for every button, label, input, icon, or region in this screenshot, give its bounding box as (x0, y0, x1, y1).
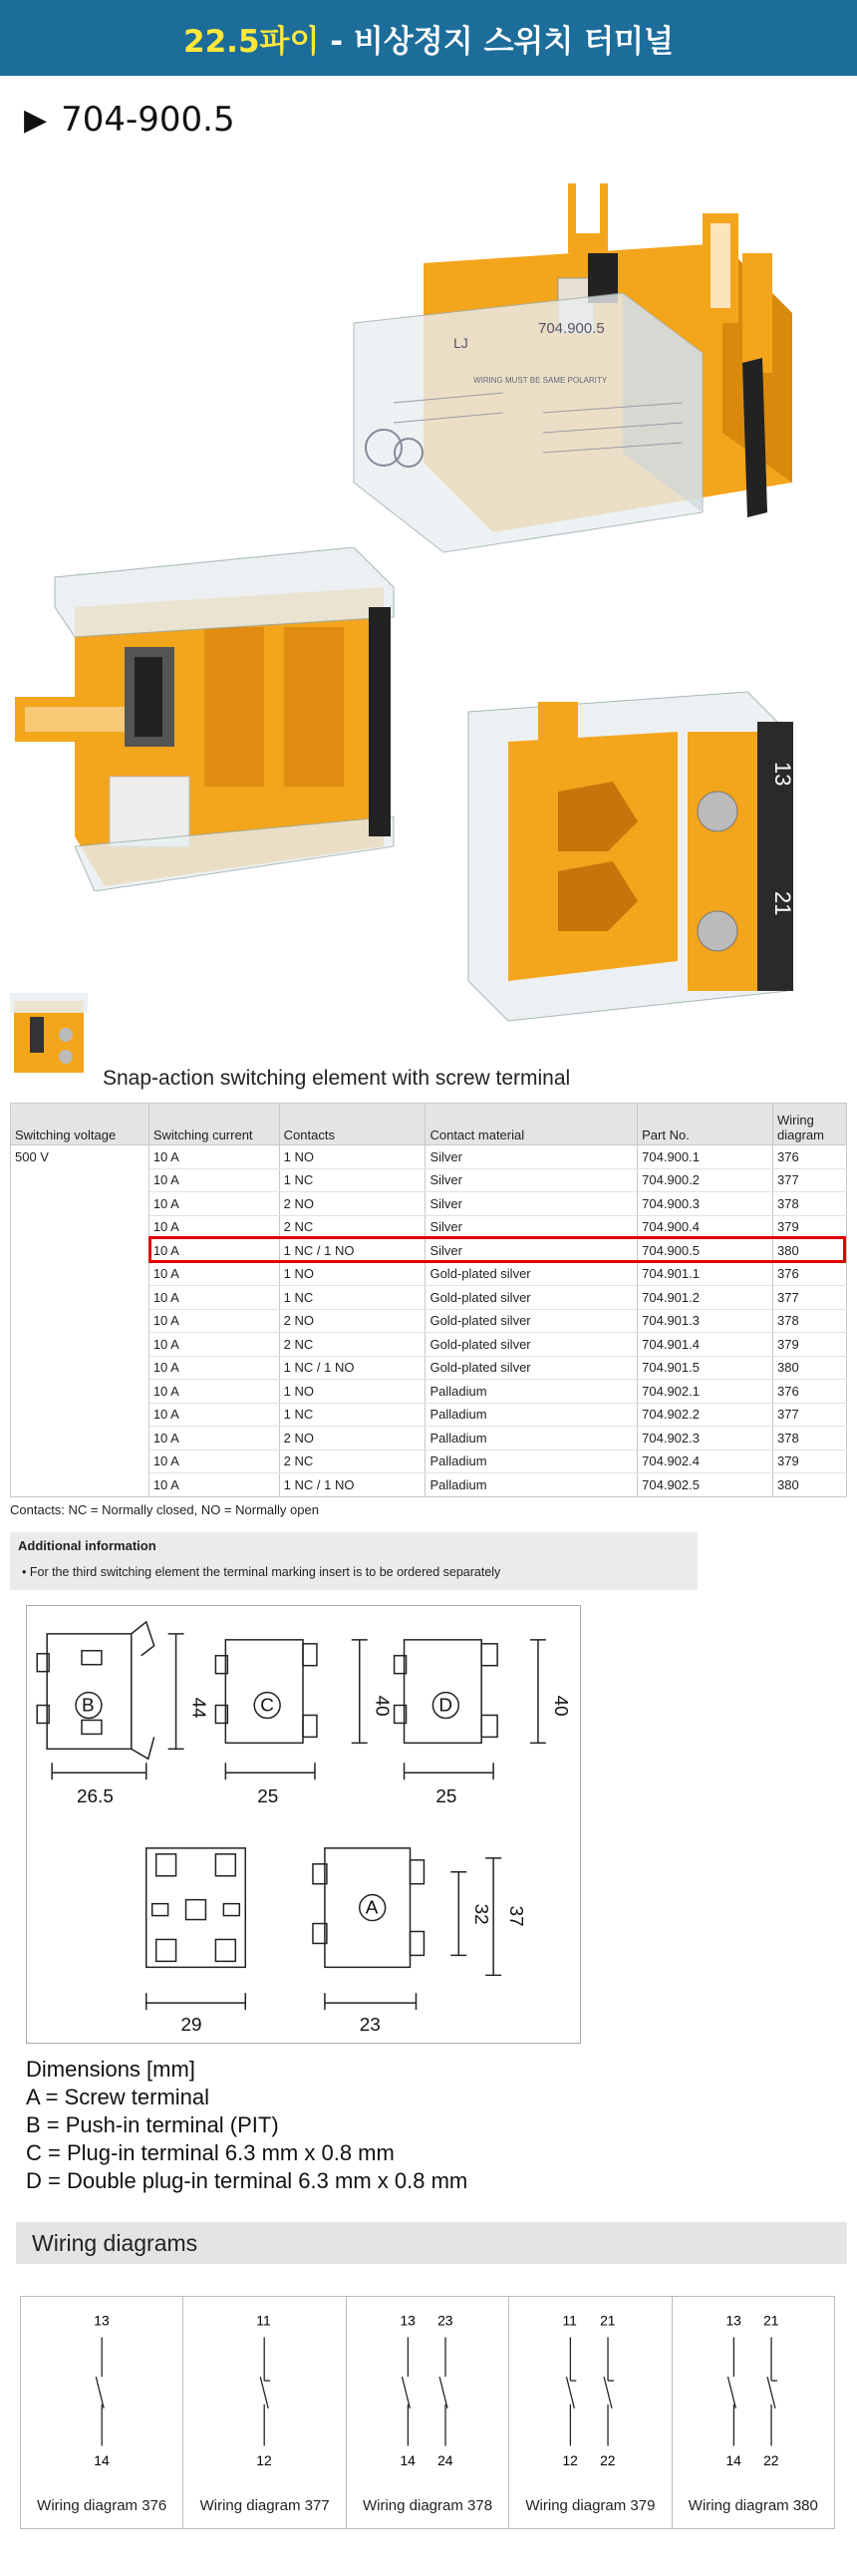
wiring-378-bottom-2: 24 (436, 2452, 453, 2469)
cell-material: Palladium (426, 1449, 638, 1473)
dimensions-legend (26, 2056, 467, 2195)
cell-part: 704.901.2 (638, 1286, 773, 1310)
cell-wiring: 380 (772, 1473, 846, 1497)
product-label-21: 21 (770, 891, 795, 916)
cell-contacts: 1 NO (279, 1380, 426, 1404)
cell-material: Silver (426, 1168, 638, 1192)
cell-wiring: 376 (772, 1380, 846, 1404)
cell-current: 10 A (148, 1239, 279, 1263)
dim-c-width: 25 (257, 1786, 279, 1808)
cell-material: Palladium (426, 1427, 638, 1450)
cell-contacts: 1 NO (279, 1262, 426, 1286)
cell-contacts: 1 NO (279, 1145, 426, 1169)
cell-material: Gold-plated silver (426, 1309, 638, 1333)
wiring-377-top: 11 (256, 2312, 272, 2329)
additional-info-title: Additional information (18, 1538, 156, 1553)
table-header-row (11, 1104, 847, 1145)
wiring-377-caption: Wiring diagram 377 (199, 2497, 330, 2514)
section-title: Snap-action switching element with screw terminal (103, 1067, 571, 1090)
wiring-diagram-376 (21, 2297, 183, 2528)
cell-wiring: 379 (772, 1449, 846, 1473)
wiring-378-bottom-1: 14 (400, 2452, 416, 2469)
cell-contacts: 1 NC / 1 NO (279, 1473, 426, 1497)
wiring-diagram-380 (673, 2297, 834, 2528)
cell-wiring: 377 (772, 1168, 846, 1192)
triangle-icon: ▶ (24, 102, 48, 138)
cell-part: 704.900.1 (638, 1145, 773, 1169)
product-photo-right (448, 662, 827, 1031)
cell-material: Palladium (426, 1380, 638, 1404)
dimension-drawing (26, 1605, 581, 2044)
dimensions-d: D = Double plug-in terminal 6.3 mm x 0.8 mm (26, 2168, 468, 2193)
wiring-380-top-1: 13 (725, 2312, 741, 2329)
cell-material: Silver (426, 1145, 638, 1169)
dim-b-label: B (82, 1695, 95, 1717)
cell-material: Gold-plated silver (426, 1333, 638, 1357)
cell-material: Palladium (426, 1403, 638, 1427)
cell-wiring: 378 (772, 1309, 846, 1333)
cell-current: 10 A (148, 1449, 279, 1473)
cell-contacts: 2 NC (279, 1449, 426, 1473)
wiring-title: Wiring diagrams (16, 2222, 847, 2264)
cell-current: 10 A (148, 1380, 279, 1404)
cell-part: 704.902.5 (638, 1473, 773, 1497)
cell-contacts: 1 NC (279, 1286, 426, 1310)
col-header-material: Contact material (426, 1104, 638, 1145)
cell-contacts: 1 NC / 1 NO (279, 1239, 426, 1263)
wiring-378-top-1: 13 (400, 2312, 416, 2329)
dim-a-width: 23 (359, 2015, 381, 2037)
cell-current: 10 A (148, 1262, 279, 1286)
wiring-380-bottom-2: 22 (762, 2452, 779, 2469)
wiring-379-top-2: 21 (600, 2312, 616, 2329)
table-row (11, 1145, 847, 1169)
cell-current: 10 A (148, 1286, 279, 1310)
cell-current: 10 A (148, 1403, 279, 1427)
cell-contacts: 2 NC (279, 1333, 426, 1357)
cell-current: 10 A (148, 1309, 279, 1333)
cell-part: 704.902.3 (638, 1427, 773, 1450)
product-photo-top (324, 183, 812, 587)
cell-material: Palladium (426, 1473, 638, 1497)
wiring-380-bottom-1: 14 (725, 2452, 741, 2469)
wiring-379-bottom-1: 12 (562, 2452, 579, 2469)
wiring-diagrams (20, 2296, 835, 2529)
cell-wiring: 377 (772, 1403, 846, 1427)
product-label-13: 13 (770, 762, 795, 787)
cell-wiring: 378 (772, 1427, 846, 1450)
col-header-part: Part No. (638, 1104, 773, 1145)
spec-table (10, 1103, 847, 1497)
cell-contacts: 1 NC (279, 1403, 426, 1427)
cell-part: 704.900.5 (638, 1239, 773, 1263)
cell-part: 704.901.1 (638, 1262, 773, 1286)
cell-material: Silver (426, 1239, 638, 1263)
cell-voltage: 500 V (11, 1145, 149, 1497)
product-label-lj: LJ (453, 335, 468, 351)
dim-a-height-1: 32 (470, 1903, 492, 1925)
dimensions-c: C = Plug-in terminal 6.3 mm x 0.8 mm (26, 2140, 395, 2165)
product-label-wiring: WIRING MUST BE SAME POLARITY (473, 376, 608, 385)
cell-wiring: 376 (772, 1262, 846, 1286)
title-highlight: 22.5파이 (183, 23, 320, 60)
dim-d-width: 25 (435, 1786, 457, 1808)
cell-part: 704.902.4 (638, 1449, 773, 1473)
cell-contacts: 2 NO (279, 1192, 426, 1216)
cell-material: Gold-plated silver (426, 1286, 638, 1310)
product-label-code: 704.900.5 (538, 320, 605, 337)
cell-current: 10 A (148, 1333, 279, 1357)
col-header-voltage: Switching voltage (11, 1104, 149, 1145)
dim-a-height-2: 37 (505, 1905, 527, 1927)
wiring-380-top-2: 21 (762, 2312, 779, 2329)
cell-current: 10 A (148, 1168, 279, 1192)
wiring-378-caption: Wiring diagram 378 (362, 2497, 493, 2514)
model-heading (0, 76, 857, 163)
cell-part: 704.900.3 (638, 1192, 773, 1216)
cell-wiring: 379 (772, 1215, 846, 1239)
dim-c-height: 40 (371, 1695, 393, 1717)
cell-part: 704.901.5 (638, 1356, 773, 1380)
contacts-legend: Contacts: NC = Normally closed, NO = Normally open (10, 1502, 319, 1517)
cell-wiring: 380 (772, 1239, 846, 1263)
cell-current: 10 A (148, 1356, 279, 1380)
dim-top-width: 29 (180, 2015, 202, 2037)
cell-material: Silver (426, 1192, 638, 1216)
dim-b-height: 44 (187, 1697, 209, 1719)
cell-contacts: 1 NC / 1 NO (279, 1356, 426, 1380)
additional-info-text: For the third switching element the terminal marking insert is to be ordered separately (29, 1565, 501, 1579)
dim-d-height: 40 (549, 1695, 571, 1717)
product-thumbnail (10, 987, 90, 1087)
cell-wiring: 376 (772, 1145, 846, 1169)
cell-wiring: 379 (772, 1333, 846, 1357)
model-code: 704-900.5 (61, 100, 235, 140)
dim-b-width: 26.5 (77, 1786, 114, 1808)
wiring-379-bottom-2: 22 (600, 2452, 616, 2469)
wiring-378-top-2: 23 (436, 2312, 453, 2329)
col-header-wiring: Wiring diagram (772, 1104, 846, 1145)
dimensions-title: Dimensions [mm] (26, 2057, 195, 2082)
cell-contacts: 2 NO (279, 1427, 426, 1450)
wiring-376-top: 13 (94, 2312, 110, 2329)
wiring-377-bottom: 12 (256, 2452, 273, 2469)
cell-current: 10 A (148, 1473, 279, 1497)
wiring-diagram-379 (509, 2297, 672, 2528)
wiring-diagram-377 (183, 2297, 346, 2528)
wiring-380-caption: Wiring diagram 380 (688, 2497, 818, 2514)
product-photos (0, 163, 857, 1046)
cell-current: 10 A (148, 1215, 279, 1239)
cell-part: 704.901.4 (638, 1333, 773, 1357)
dim-c-label: C (260, 1695, 274, 1717)
cell-current: 10 A (148, 1145, 279, 1169)
additional-info (10, 1532, 698, 1590)
cell-wiring: 378 (772, 1192, 846, 1216)
cell-contacts: 2 NC (279, 1215, 426, 1239)
dim-a-label: A (365, 1897, 379, 1919)
wiring-379-caption: Wiring diagram 379 (525, 2497, 656, 2514)
product-photo-left (15, 547, 433, 891)
page-header (0, 0, 857, 76)
cell-material: Gold-plated silver (426, 1262, 638, 1286)
dimensions-a: A = Screw terminal (26, 2085, 210, 2109)
col-header-current: Switching current (148, 1104, 279, 1145)
wiring-376-bottom: 14 (94, 2452, 110, 2469)
cell-wiring: 380 (772, 1356, 846, 1380)
cell-wiring: 377 (772, 1286, 846, 1310)
cell-part: 704.902.1 (638, 1380, 773, 1404)
title-rest: - 비상정지 스위치 터미널 (319, 23, 674, 60)
cell-contacts: 2 NO (279, 1309, 426, 1333)
cell-part: 704.900.4 (638, 1215, 773, 1239)
col-header-contacts: Contacts (279, 1104, 426, 1145)
dimensions-b: B = Push-in terminal (PIT) (26, 2112, 279, 2137)
cell-part: 704.901.3 (638, 1309, 773, 1333)
additional-info-item: • For the third switching element the terminal marking insert is to be ordered separately (22, 1565, 501, 1579)
cell-contacts: 1 NC (279, 1168, 426, 1192)
cell-part: 704.900.2 (638, 1168, 773, 1192)
highlighted-row-box (148, 1236, 846, 1263)
cell-current: 10 A (148, 1427, 279, 1450)
cell-material: Silver (426, 1215, 638, 1239)
cell-current: 10 A (148, 1192, 279, 1216)
wiring-diagram-378 (347, 2297, 509, 2528)
wiring-376-caption: Wiring diagram 376 (37, 2497, 167, 2514)
dim-d-label: D (438, 1695, 453, 1717)
cell-material: Gold-plated silver (426, 1356, 638, 1380)
wiring-379-top-1: 11 (562, 2312, 578, 2329)
cell-part: 704.902.2 (638, 1403, 773, 1427)
page-title (183, 16, 674, 61)
